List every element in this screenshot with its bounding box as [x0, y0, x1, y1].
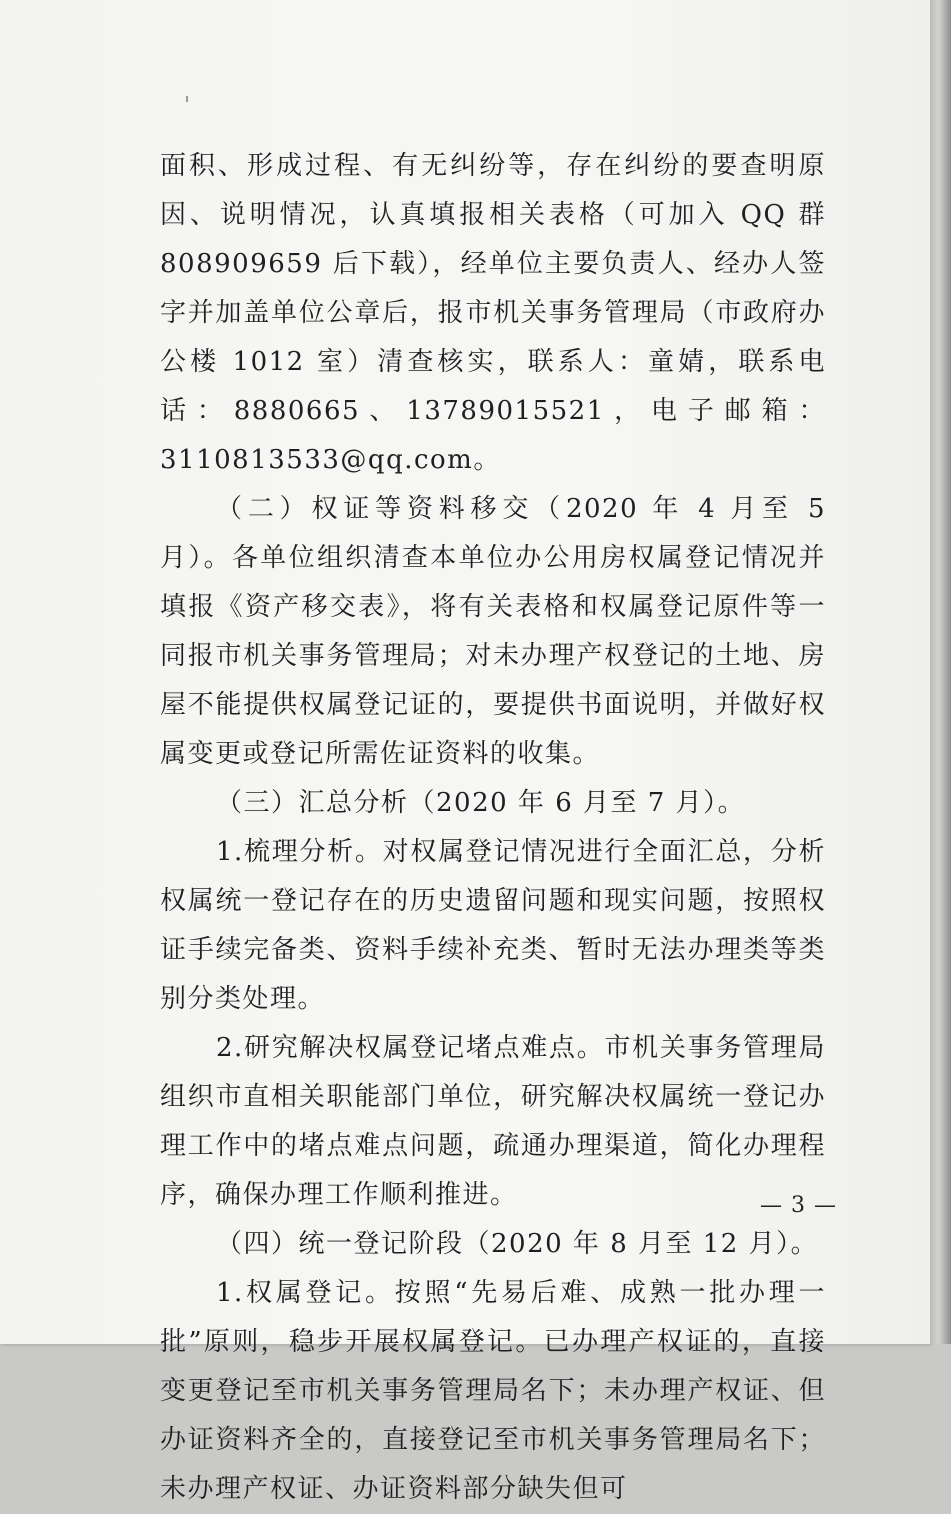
page-edge-shadow — [930, 0, 951, 1344]
paragraph-2: （二）权证等资料移交（2020 年 4 月至 5 月）。各单位组织清查本单位办公用房权属登记情况并填报《资产移交表》，将有关表格和权属登记原件等一同报市机关事务管理局；对未办理产权登记的土地、房屋不能提供权属登记证的，要提供书面说明，并做好权属变更或登记所需佐证资料的收集。 — [160, 494, 826, 769]
document-body — [160, 142, 826, 1514]
paragraph-1: 面积、形成过程、有无纠纷等，存在纠纷的要查明原因、说明情况，认真填报相关表格（可加入 QQ 群 808909659 后下载），经单位主要负责人、经办人签字并加盖单位公章后，报市机关事务管理局（市政府办公楼 1012 室）清查核实，联系人：童婧，联系电话：8880665、13789015521，电子邮箱：3110813533@qq.com。 — [160, 151, 826, 475]
page-number: — 3 — — [760, 1193, 837, 1218]
paragraph-4: 1.梳理分析。对权属登记情况进行全面汇总，分析权属统一登记存在的历史遗留问题和现实问题，按照权证手续完备类、资料手续补充类、暂时无法办理类等类别分类处理。 — [160, 837, 826, 1014]
paragraph-5: 2.研究解决权属登记堵点难点。市机关事务管理局组织市直相关职能部门单位，研究解决权属统一登记办理工作中的堵点难点问题，疏通办理渠道，简化办理程序，确保办理工作顺利推进。 — [160, 1033, 826, 1210]
paragraph-3-heading: （三）汇总分析（2020 年 6 月至 7 月）。 — [216, 788, 746, 818]
paragraph-6-heading: （四）统一登记阶段（2020 年 8 月至 12 月）。 — [216, 1229, 819, 1259]
scan-speck — [186, 96, 188, 102]
paragraph-7: 1.权属登记。按照“先易后难、成熟一批办理一批”原则，稳步开展权属登记。已办理产权证的，直接变更登记至市机关事务管理局名下；未办理产权证、但办证资料齐全的，直接登记至市机关事务管理局名下；未办理产权证、办证资料部分缺失但可 — [160, 1278, 826, 1504]
